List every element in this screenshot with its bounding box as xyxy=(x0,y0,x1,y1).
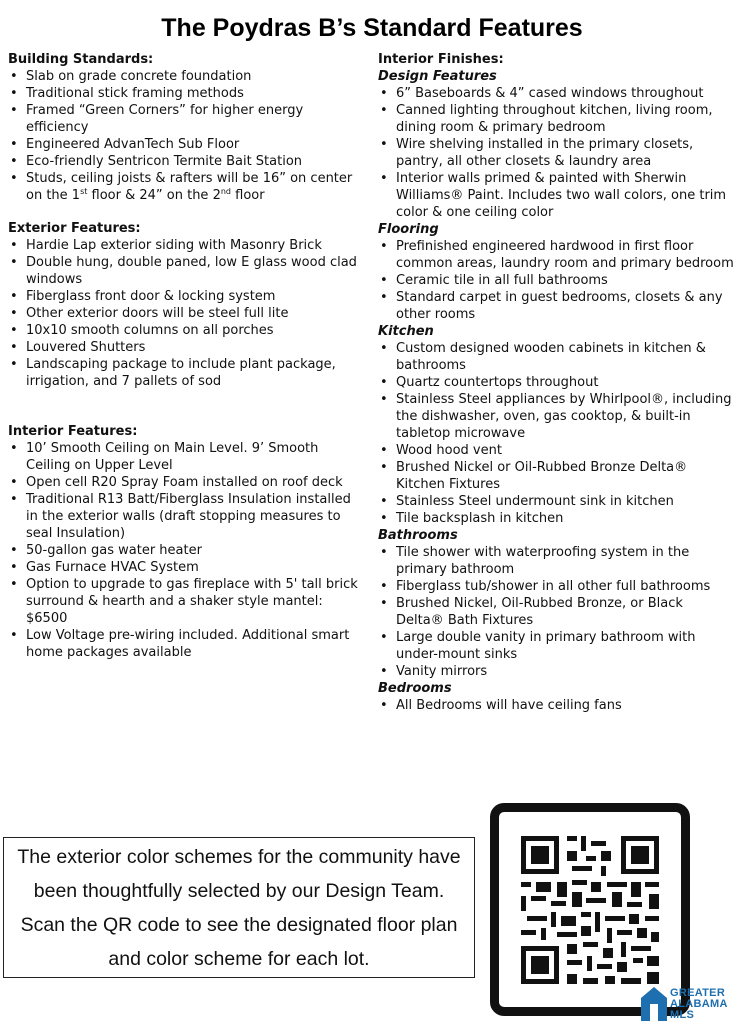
list-item: • Wood hood vent xyxy=(378,442,734,459)
color-scheme-note-box xyxy=(3,837,475,978)
logo-line-2: ALABAMA xyxy=(670,998,728,1010)
logo-line-3: MLS xyxy=(670,1009,695,1021)
list-item: • Other exterior doors will be steel full lite xyxy=(8,305,366,322)
qr-code-icon[interactable] xyxy=(517,832,663,988)
list-item: • Open cell R20 Spray Foam installed on roof deck xyxy=(8,474,366,491)
list-item: • Tile shower with waterproofing system in the primary bathroom xyxy=(378,544,734,578)
exterior-features-heading: Exterior Features: xyxy=(8,221,141,236)
logo-line-1: GREATER xyxy=(670,987,726,999)
mls-logo-text xyxy=(670,988,728,1021)
list-item: • Tile backsplash in kitchen xyxy=(378,510,734,527)
exterior-features-list xyxy=(8,237,366,390)
list-item: • Standard carpet in guest bedrooms, closets & any other rooms xyxy=(378,289,734,323)
studs-text-a: Studs, ceiling joists & rafters will be 16” on center on the 1 xyxy=(26,171,353,203)
list-item: • Louvered Shutters xyxy=(8,339,366,356)
list-item: • Traditional R13 Batt/Fiberglass Insulation installed in the exterior walls (draft stopping measures to seal Insulation) xyxy=(8,491,366,542)
list-item: • Brushed Nickel, Oil-Rubbed Bronze, or Black Delta® Bath Fixtures xyxy=(378,595,734,629)
list-item: • Engineered AdvanTech Sub Floor xyxy=(8,136,366,153)
bedrooms-list xyxy=(378,697,734,714)
list-item-studs xyxy=(8,170,366,204)
studs-text-c: floor xyxy=(231,188,265,203)
list-item: • Stainless Steel undermount sink in kitchen xyxy=(378,493,734,510)
list-item: • Low Voltage pre-wiring included. Additional smart home packages available xyxy=(8,627,366,661)
list-item: • Prefinished engineered hardwood in first floor common areas, laundry room and primary bedroom xyxy=(378,238,734,272)
list-item: • Eco-friendly Sentricon Termite Bait Station xyxy=(8,153,366,170)
list-item: • 10x10 smooth columns on all porches xyxy=(8,322,366,339)
list-item: • Canned lighting throughout kitchen, living room, dining room & primary bedroom xyxy=(378,102,734,136)
design-features-list xyxy=(378,85,734,221)
right-column xyxy=(378,51,734,714)
list-item: • Ceramic tile in all full bathrooms xyxy=(378,272,734,289)
list-item: • Stainless Steel appliances by Whirlpool®, including the dishwasher, oven, gas cooktop, & built-in tabletop microwave xyxy=(378,391,734,442)
list-item: • Wire shelving installed in the primary closets, pantry, all other closets & laundry area xyxy=(378,136,734,170)
list-item: • Landscaping package to include plant package, irrigation, and 7 pallets of sod xyxy=(8,356,366,390)
flooring-list xyxy=(378,238,734,323)
list-item: • 6” Baseboards & 4” cased windows throughout xyxy=(378,85,734,102)
list-item: • Vanity mirrors xyxy=(378,663,734,680)
interior-features-heading: Interior Features: xyxy=(8,424,138,439)
house-logo-icon xyxy=(640,986,668,1022)
list-item: • Framed “Green Corners” for higher energy efficiency xyxy=(8,102,366,136)
list-item: • Fiberglass front door & locking system xyxy=(8,288,366,305)
page-title: The Poydras B’s Standard Features xyxy=(161,14,583,42)
list-item: • Traditional stick framing methods xyxy=(8,85,366,102)
left-column xyxy=(8,51,366,661)
list-item: • Custom designed wooden cabinets in kitchen & bathrooms xyxy=(378,340,734,374)
list-item: • Large double vanity in primary bathroom with under-mount sinks xyxy=(378,629,734,663)
studs-sup-1: st xyxy=(80,187,88,196)
list-item: • Interior walls primed & painted with Sherwin Williams® Paint. Includes two wall colors, one trim color & one ceiling color xyxy=(378,170,734,221)
interior-finishes-heading: Interior Finishes: xyxy=(378,52,504,67)
list-item: • All Bedrooms will have ceiling fans xyxy=(378,697,734,714)
list-item: • Double hung, double paned, low E glass wood clad windows xyxy=(8,254,366,288)
building-standards-list xyxy=(8,68,366,204)
color-scheme-note: The exterior color schemes for the community have been thoughtfully selected by our Design Team. Scan the QR code to see the designated floor plan and color scheme for each lot. xyxy=(17,845,461,970)
bathrooms-heading: Bathrooms xyxy=(378,528,458,543)
list-item: • Gas Furnace HVAC System xyxy=(8,559,366,576)
bathrooms-list xyxy=(378,544,734,680)
studs-sup-2: nd xyxy=(220,187,231,196)
flooring-heading: Flooring xyxy=(378,222,439,237)
bedrooms-heading: Bedrooms xyxy=(378,681,452,696)
greater-alabama-mls-logo xyxy=(640,984,744,1024)
list-item: • Hardie Lap exterior siding with Masonry Brick xyxy=(8,237,366,254)
list-item: • 10’ Smooth Ceiling on Main Level. 9’ Smooth Ceiling on Upper Level xyxy=(8,440,366,474)
building-standards-heading: Building Standards: xyxy=(8,52,154,67)
interior-features-list xyxy=(8,440,366,661)
kitchen-list xyxy=(378,340,734,527)
kitchen-heading: Kitchen xyxy=(378,324,434,339)
list-item: • Brushed Nickel or Oil-Rubbed Bronze Delta® Kitchen Fixtures xyxy=(378,459,734,493)
list-item: • Slab on grade concrete foundation xyxy=(8,68,366,85)
list-item: • Fiberglass tub/shower in all other full bathrooms xyxy=(378,578,734,595)
list-item: • Option to upgrade to gas fireplace with 5' tall brick surround & hearth and a shaker style mantel: $6500 xyxy=(8,576,366,627)
studs-text-b: floor & 24” on the 2 xyxy=(87,188,221,203)
list-item: • 50-gallon gas water heater xyxy=(8,542,366,559)
list-item: • Quartz countertops throughout xyxy=(378,374,734,391)
design-features-heading: Design Features xyxy=(378,69,497,84)
